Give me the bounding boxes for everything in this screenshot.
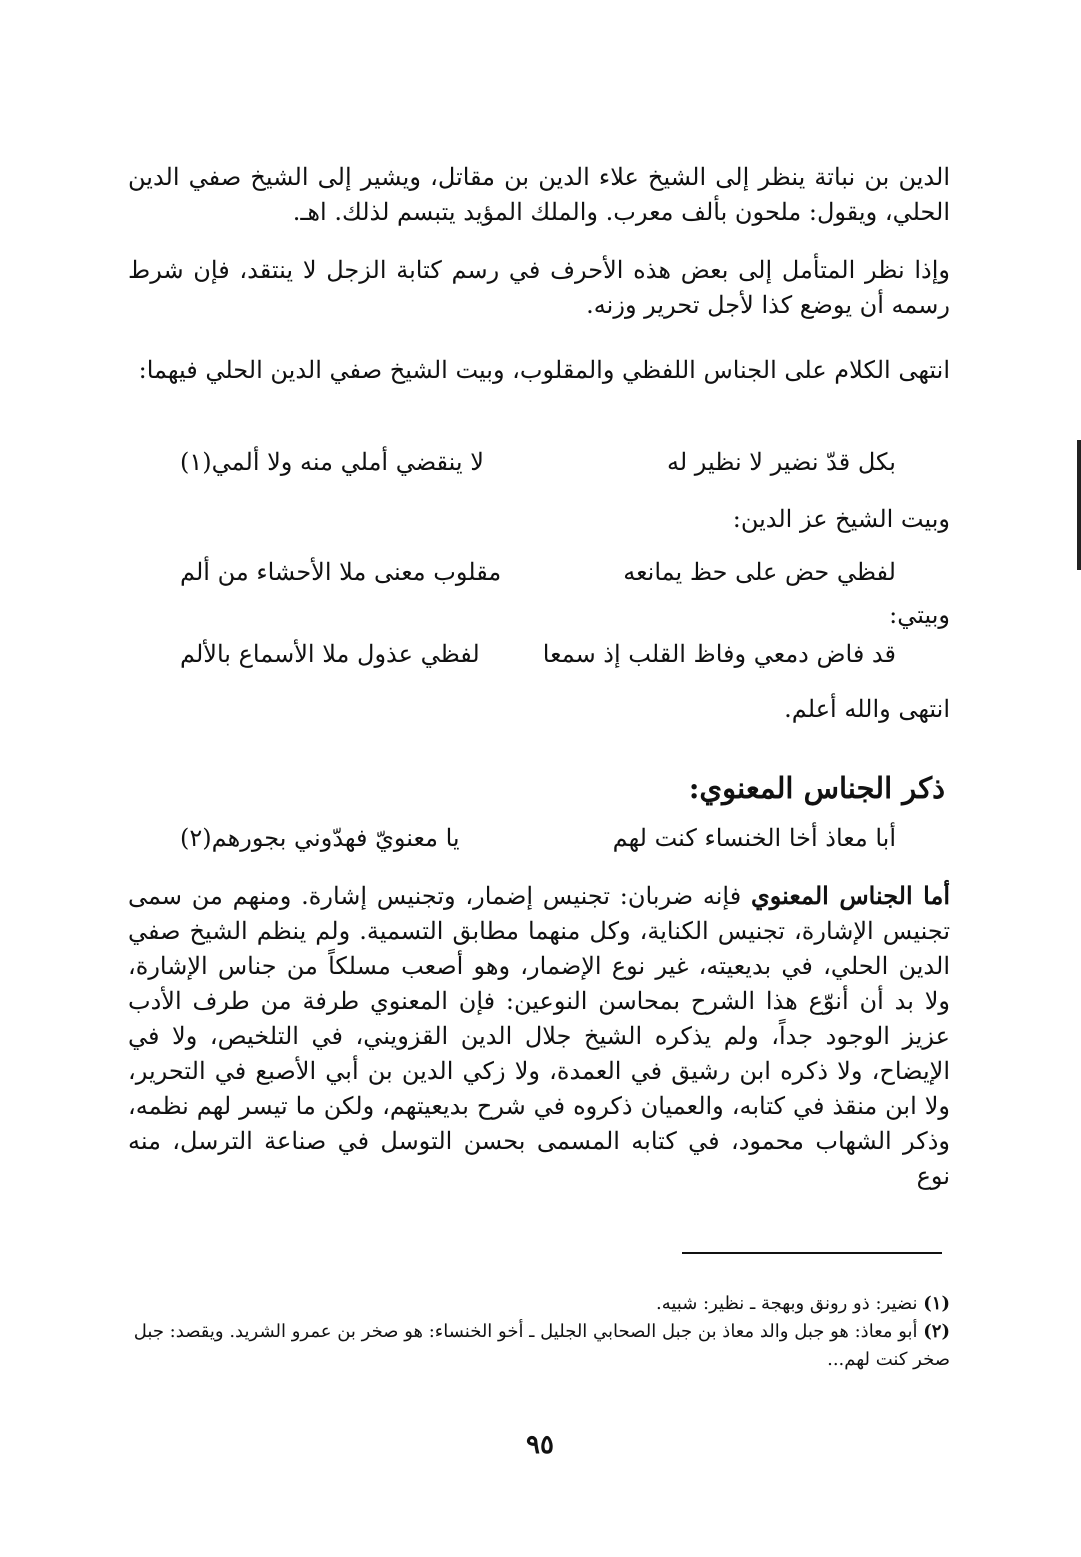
page-number: ٩٥: [526, 1430, 554, 1460]
footnote-1: [128, 1290, 950, 1318]
verse-3-second-hemistich: لفظي عذول ملا الأسماع بالألم: [180, 640, 480, 668]
verse-1-first-hemistich: بكل قدّ نضير لا نظير له: [666, 448, 896, 476]
main-paragraph-lead: أما الجناس المعنوي: [750, 881, 950, 910]
footnote-1-number: (١): [923, 1293, 950, 1314]
footnote-2: [128, 1318, 950, 1374]
verse-1-second-hemistich: لا ينقضي أملي منه ولا ألمي(١): [180, 448, 484, 476]
izz-verse-intro: وبيت الشيخ عز الدين:: [732, 505, 950, 533]
verse-2: [180, 552, 896, 592]
section-heading: ذكر الجناس المعنوي:: [688, 771, 945, 805]
verse-1: [180, 442, 896, 482]
verse-2-first-hemistich: لفظي حض على حظ يمانعه: [623, 558, 896, 586]
scan-edge-mark: [1077, 440, 1081, 570]
main-paragraph-rest: فإنه ضربان: تجنيس إضمار، وتجنيس إشارة. ومنهم من سمى تجنيس الإشارة، تجنيس الكناية، وكل منهما مطابق التسمية. ولم ينظم الشيخ صفي الدين الحلي، في بديعيته، غير نوع الإضمار، وهو أصعب مسلكاً من جناس الإشارة، ولا بد أن أنوّع هذا الشرح بمحاسن النوعين: فإن المعنوي طرفة من طرف الأدب عزيز الوجود جداً، ولم يذكره الشيخ جلال الدين القزويني، في التلخيص، ولا في الإيضاح، ولا ذكره ابن رشيق في العمدة، ولا زكي الدين بن أبي الأصبع في التحرير، ولا ابن منقذ في كتابه، والعميان ذكروه في شرح بديعيتهم، ولكن ما تيسر لهم نظمه، وذكر الشهاب محمود، في كتابه المسمى بحسن التوسل في صناعة الترسل، منه نوع: [128, 882, 950, 1190]
my-verse-intro: وبيتي:: [889, 601, 950, 629]
footnote-divider: [682, 1252, 942, 1254]
verse-4: [180, 818, 896, 858]
paragraph-2: وإذا نظر المتأمل إلى بعض هذه الأحرف في رسم كتابة الزجل لا ينتقد، فإن شرط رسمه أن يوضع كذا لأجل تحرير وزنه.: [128, 256, 950, 319]
main-paragraph: [128, 878, 950, 1194]
verse-2-second-hemistich: مقلوب معنى ملا الأحشاء من ألم: [180, 558, 502, 586]
verse-3: [180, 634, 896, 674]
verse-3-first-hemistich: قد فاض دمعي وفاظ القلب إذ سمعا: [542, 640, 896, 668]
verse-4-second-hemistich: يا معنويّ فهدّوني بجورهم(٢): [180, 824, 460, 852]
paragraph-1: الدين بن نباتة ينظر إلى الشيخ علاء الدين بن مقاتل، ويشير إلى الشيخ صفي الدين الحلي، ويقول: ملحون بألف معرب. والملك المؤيد يتبسم لذلك. اهـ.: [128, 163, 950, 226]
closing-line: انتهى والله أعلم.: [784, 695, 950, 723]
footnote-1-text: نضير: ذو رونق وبهجة ـ نظير: شبيه.: [655, 1293, 924, 1314]
paragraph-3: انتهى الكلام على الجناس اللفظي والمقلوب، وبيت الشيخ صفي الدين الحلي فيهما:: [138, 356, 950, 384]
footnote-2-number: (٢): [923, 1321, 950, 1342]
footnote-2-text: أبو معاذ: هو جبل والد معاذ بن جبل الصحابي الجليل ـ أخو الخنساء: هو صخر بن عمرو الشريد. ويقصد: جبل صخر كنت لهم...: [133, 1321, 950, 1370]
verse-4-first-hemistich: أبا معاذ أخا الخنساء كنت لهم: [612, 824, 896, 852]
